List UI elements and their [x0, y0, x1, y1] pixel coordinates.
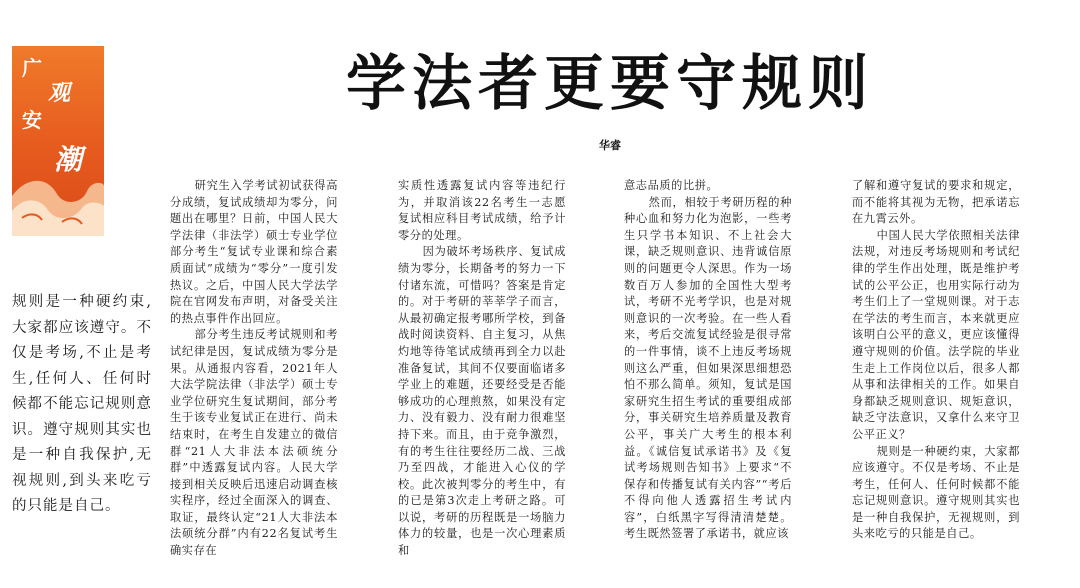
paragraph: 意志品质的比拼。 — [624, 179, 719, 192]
logo-char: 广 — [22, 56, 42, 80]
intro-summary: 规则是一种硬约束,大家都应该遵守。不仅是考场,不止是考生,任何人、任何时候都不能忘记规则意识。遵守规则其实也是一种自我保护,无视规则,到头来吃亏的只能是自己。 — [12, 294, 152, 514]
logo-char: 安 — [22, 108, 42, 132]
paragraph: 规则是一种硬约束，大家都应该遵守。不仅是考场、不止是考生，任何人、任何时候都不能忘记规则意识。遵守规则其实也是一种自我保护，无视规则，到头来吃亏的只能是自己。 — [852, 444, 1020, 541]
paragraph: 了解和遵守复试的要求和规定，而不能将其视为无物，把承诺忘在九霄云外。 — [852, 179, 1020, 226]
author-byline: 华睿 — [599, 139, 621, 152]
article-column-1 — [170, 178, 338, 588]
paragraph: 部分考生违反考试规则和考试纪律是因，复试成绩为零分是果。从通报内容看，2021年人大法学院法律（非法学）硕士专业学位研究生复试期间，部分考生于该专业复试正在进行、尚未结束时，在考生自发建立的微信群“21人大非法本法硕统分群”中透露复试内容。人民大学接到相关反映后迅速启动调查核实程序，经过全面深入的调查、取证，最终认定“21人大非法本法硕统分群”内有22名复试考生确实存在 — [170, 328, 338, 558]
paragraph: 中国人民大学依照相关法律法规，对违反考场规则和考试纪律的学生作出处理，既是维护考试的公平公正，也用实际行动为考生们上了一堂规则课。对于志在学法的考生而言，本来就更应该明白公平的意义，更应该懂得遵守规则的价值。法学院的毕业生走上工作岗位以后，很多人都从事和法律相关的工作。如果自身都缺乏规则意识、规矩意识，缺乏守法意识，又拿什么来守卫公平正义？ — [852, 228, 1020, 441]
paragraph: 然而，相较于考研历程的种种心血和努力化为泡影，一些考生只学书本知识、不上社会大课，缺乏规则意识、违背诚信原则的问题更令人深思。作为一场数百万人参加的全国性大型考试，考研不光考学识，也是对规则意识的一次考验。在一些人看来，考后交流复试经验是很寻常的一件事情，谈不上违反考场规则这么严重，但如果深思细想恐怕不那么简单。须知，复试是国家研究生招生考试的重要组成部分，事关研究生培养质量及教育公平，事关广大考生的根本利益。《诚信复试承诺书》及《复试考场规则告知书》上要求“不保存和传播复试有关内容”“考后不得向他人透露招生考试内容”，白纸黑字写得清清楚楚。考生既然签署了承诺书，就应该 — [624, 195, 792, 541]
paragraph: 因为破坏考场秩序、复试成绩为零分，长期备考的努力一下付诸东流，可惜吗？答案是肯定的。对于考研的莘莘学子而言，从最初确定报考哪所学校，到备战时阅读资料、自主复习，从焦灼地等待笔试成绩再到全力以赴准备复试，其间不仅要面临诸多学业上的难题，还要经受是否能够成功的心理煎熬，如果没有定力、没有毅力、没有耐力很难坚持下来。而且，由于竞争激烈，有的考生往往要经历二战、三战乃至四战，才能进入心仪的学校。此次被判零分的考生中，有的已是第3次走上考研之路。可以说，考研的历程既是一场脑力体力的较量，也是一次心理素质和 — [398, 245, 566, 558]
paragraph: 实质性透露复试内容等违纪行为，并取消该22名考生一志愿复试相应科目考试成绩，给予计零分的处理。 — [398, 179, 566, 242]
article-column-4 — [852, 178, 1020, 588]
logo-char: 潮 — [54, 143, 83, 176]
headline: 学法者更要守规则 — [346, 49, 874, 119]
article-column-3 — [624, 178, 792, 588]
wave-icon — [12, 156, 104, 236]
column-logo — [12, 46, 104, 236]
paragraph: 研究生入学考试初试获得高分成绩，复试成绩却为零分，问题出在哪里？日前，中国人民大学法律（非法学）硕士专业学位部分考生“复试专业课和综合素质面试”成绩为“零分”一度引发热议。之后，中国人民大学法学院在官网发布声明，对备受关注的热点事件作出回应。 — [170, 179, 338, 325]
logo-char: 观 — [48, 80, 71, 106]
article-column-2 — [398, 178, 566, 588]
